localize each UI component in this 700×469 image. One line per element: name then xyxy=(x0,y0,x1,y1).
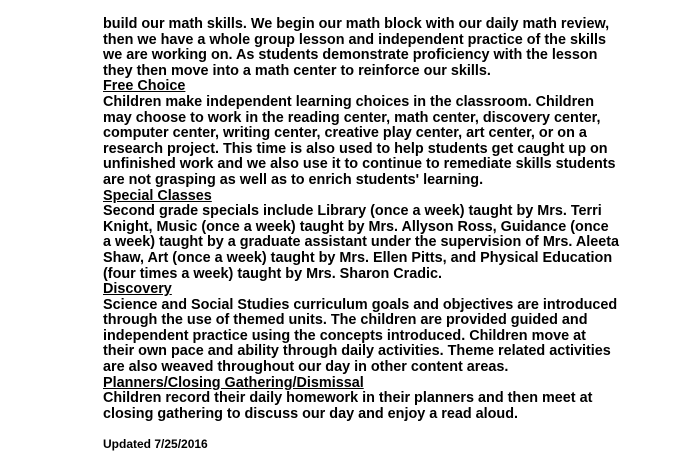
body-line: closing gathering to discuss our day and enjoy a read aloud. xyxy=(103,405,519,422)
body-line: Children record their daily homework in their planners and then meet at xyxy=(103,390,593,407)
body-line: Science and Social Studies curriculum goals and objectives are introduced xyxy=(103,296,618,313)
body-line: Shaw, Art (once a week) taught by Mrs. Ellen Pitts, and Physical Education xyxy=(103,249,613,266)
body-line: Children make independent learning choices in the classroom. Children xyxy=(103,93,594,110)
section-heading-planners: Planners/Closing Gathering/Dismissal xyxy=(103,374,364,391)
updated-date: Updated 7/25/2016 xyxy=(103,437,208,452)
body-line: we are working on. As students demonstrate proficiency with the lesson xyxy=(103,47,598,64)
body-line: then we have a whole group lesson and independent practice of the skills xyxy=(103,31,606,48)
body-line: a week) taught by a graduate assistant under the supervision of Mrs. Aleeta xyxy=(103,234,620,251)
body-line: are also weaved throughout our day in other content areas. xyxy=(103,359,509,376)
body-line: through the use of themed units. The children are provided guided and xyxy=(103,312,588,329)
body-line: Second grade specials include Library (once a week) taught by Mrs. Terri xyxy=(103,203,602,220)
section-heading-special-classes: Special Classes xyxy=(103,187,212,204)
body-line: Knight, Music (once a week) taught by Mrs. Allyson Ross, Guidance (once xyxy=(103,218,609,235)
body-line: their own pace and ability through daily activities. Theme related activities xyxy=(103,343,611,360)
body-line: are not grasping as well as to enrich students' learning. xyxy=(103,171,484,188)
body-line: computer center, writing center, creative play center, art center, or on a xyxy=(103,125,587,142)
section-heading-discovery: Discovery xyxy=(103,281,172,298)
document-page xyxy=(103,17,695,451)
section-heading-free-choice: Free Choice xyxy=(103,78,186,95)
body-line: they then move into a math center to reinforce our skills. xyxy=(103,62,491,79)
body-line: may choose to work in the reading center, math center, discovery center, xyxy=(103,109,601,126)
body-line: research project. This time is also used to help students get caught up on xyxy=(103,140,608,157)
body-line: (four times a week) taught by Mrs. Sharon Cradic. xyxy=(103,265,443,282)
body-line: build our math skills. We begin our math block with our daily math review, xyxy=(103,16,610,32)
body-line: independent practice using the concepts introduced. Children move at xyxy=(103,327,586,344)
body-line: unfinished work and we also use it to continue to remediate skills students xyxy=(103,156,616,173)
